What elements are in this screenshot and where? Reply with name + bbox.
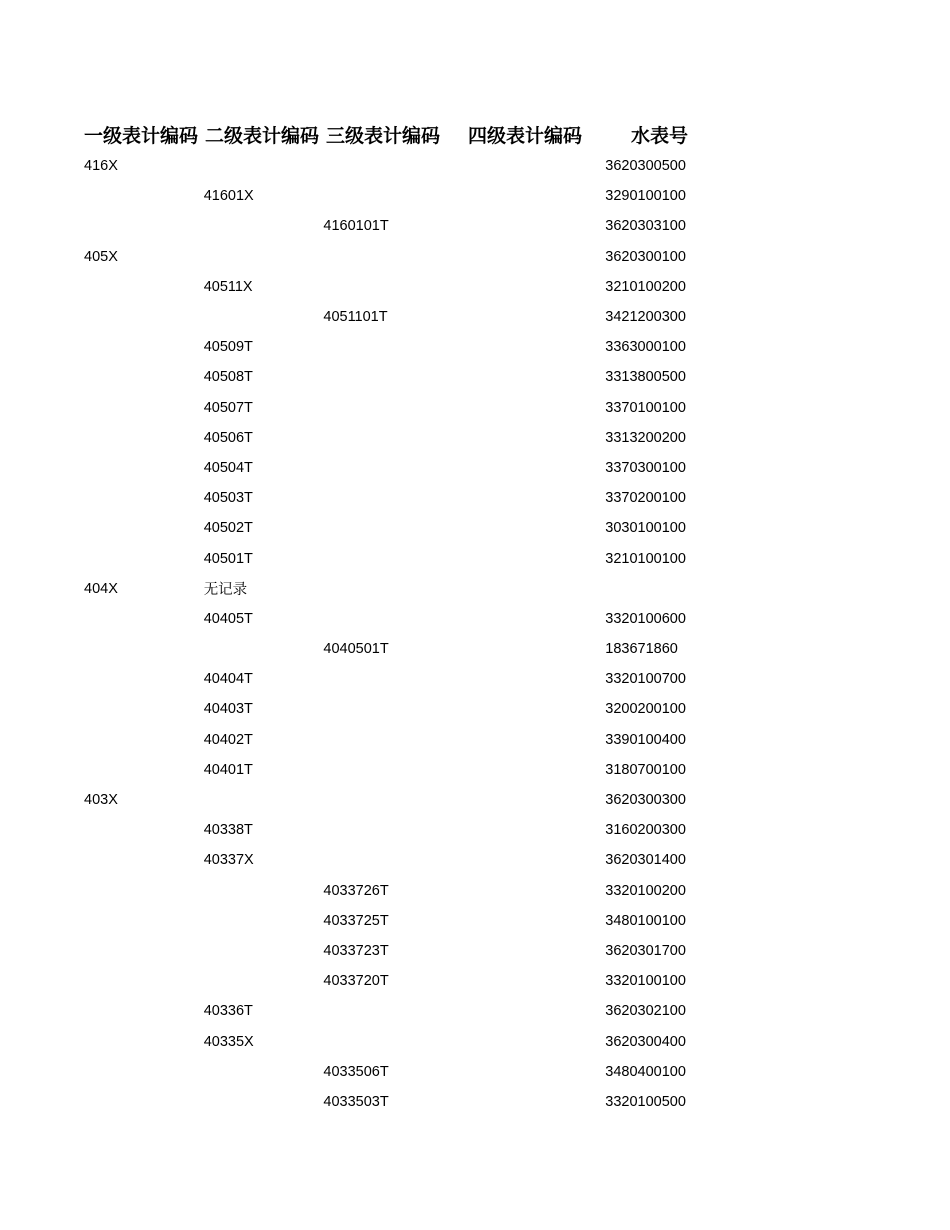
cell-level3-code: 4033725T xyxy=(323,912,389,929)
cell-meter-number: 3620303100 xyxy=(605,218,686,235)
table-row xyxy=(84,1087,724,1117)
cell-meter-number: 3480400100 xyxy=(605,1063,686,1080)
table-row xyxy=(84,302,724,332)
cell-meter-number: 183671860 xyxy=(605,641,678,658)
table-row xyxy=(84,574,724,604)
table-body xyxy=(84,151,724,1117)
cell-meter-number: 3620300100 xyxy=(605,248,686,265)
cell-meter-number: 3480100100 xyxy=(605,912,686,929)
cell-meter-number: 3363000100 xyxy=(605,339,686,356)
table-row xyxy=(84,876,724,906)
cell-meter-number: 3390100400 xyxy=(605,731,686,748)
table-row xyxy=(84,906,724,936)
cell-meter-number: 3320100200 xyxy=(605,882,686,899)
cell-meter-number: 3320100100 xyxy=(605,973,686,990)
cell-meter-number: 3313800500 xyxy=(605,369,686,386)
table-row xyxy=(84,694,724,724)
cell-level2-code: 40405T xyxy=(203,610,253,627)
cell-meter-number: 3620301700 xyxy=(605,942,686,959)
cell-meter-number: 3180700100 xyxy=(605,761,686,778)
cell-level2-code: 40503T xyxy=(203,490,253,507)
cell-meter-number: 3320100700 xyxy=(605,671,686,688)
cell-level2-code: 40336T xyxy=(203,1003,253,1020)
cell-level2-code: 无记录 xyxy=(203,582,248,599)
cell-level1-code: 405X xyxy=(84,248,118,265)
cell-level2-code: 40509T xyxy=(203,339,253,356)
table-header xyxy=(84,117,724,151)
cell-level3-code: 4033506T xyxy=(323,1063,389,1080)
cell-meter-number: 3030100100 xyxy=(605,520,686,537)
table-row xyxy=(84,543,724,573)
cell-level2-code: 40401T xyxy=(203,761,253,778)
table-row xyxy=(84,1026,724,1056)
cell-level3-code: 4033720T xyxy=(323,973,389,990)
header-level4-code: 四级表计编码 xyxy=(468,124,583,147)
table-row xyxy=(84,211,724,241)
table-row xyxy=(84,332,724,362)
table-row xyxy=(84,453,724,483)
cell-level3-code: 4033503T xyxy=(323,1093,389,1110)
table-row xyxy=(84,996,724,1026)
cell-level2-code: 40337X xyxy=(203,852,254,869)
table-row xyxy=(84,966,724,996)
cell-level2-code: 40507T xyxy=(203,399,253,416)
table-row xyxy=(84,423,724,453)
meter-code-table xyxy=(84,117,724,1117)
table-row xyxy=(84,151,724,181)
cell-meter-number: 3210100200 xyxy=(605,278,686,295)
cell-meter-number: 3620302100 xyxy=(605,1003,686,1020)
cell-meter-number: 3200200100 xyxy=(605,701,686,718)
table-row xyxy=(84,604,724,634)
table-row xyxy=(84,362,724,392)
cell-level2-code: 41601X xyxy=(203,188,254,205)
cell-meter-number: 3620301400 xyxy=(605,852,686,869)
cell-level3-code: 4051101T xyxy=(323,309,388,326)
cell-level1-code: 416X xyxy=(84,158,118,175)
table-row xyxy=(84,936,724,966)
cell-level2-code: 40506T xyxy=(203,429,253,446)
cell-meter-number: 3421200300 xyxy=(605,309,686,326)
cell-meter-number: 3370300100 xyxy=(605,459,686,476)
cell-level2-code: 40403T xyxy=(203,701,253,718)
cell-level2-code: 40402T xyxy=(203,731,253,748)
cell-level2-code: 40501T xyxy=(203,550,253,567)
cell-meter-number: 3320100500 xyxy=(605,1093,686,1110)
cell-level3-code: 4033726T xyxy=(323,882,389,899)
cell-level2-code: 40508T xyxy=(203,369,253,386)
cell-meter-number: 3290100100 xyxy=(605,188,686,205)
table-row xyxy=(84,242,724,272)
cell-level2-code: 40404T xyxy=(203,671,253,688)
cell-level3-code: 4160101T xyxy=(323,218,389,235)
cell-level3-code: 4033723T xyxy=(323,942,389,959)
cell-level3-code: 4040501T xyxy=(323,641,389,658)
cell-meter-number: 3620300300 xyxy=(605,792,686,809)
cell-level2-code: 40335X xyxy=(203,1033,254,1050)
cell-level2-code: 40338T xyxy=(203,822,253,839)
cell-level1-code: 403X xyxy=(84,792,118,809)
header-level1-code: 一级表计编码 xyxy=(84,124,199,147)
cell-level2-code: 40511X xyxy=(203,278,253,295)
table-row xyxy=(84,755,724,785)
cell-meter-number: 3313200200 xyxy=(605,429,686,446)
cell-level2-code: 40504T xyxy=(203,459,253,476)
cell-meter-number: 3320100600 xyxy=(605,610,686,627)
table-row xyxy=(84,272,724,302)
header-level2-code: 二级表计编码 xyxy=(205,124,320,147)
cell-level2-code: 40502T xyxy=(203,520,253,537)
table-row xyxy=(84,181,724,211)
cell-level1-code: 404X xyxy=(84,580,118,597)
table-row xyxy=(84,845,724,875)
cell-meter-number: 3620300400 xyxy=(605,1033,686,1050)
table-row xyxy=(84,785,724,815)
table-row xyxy=(84,634,724,664)
cell-meter-number: 3210100100 xyxy=(605,550,686,567)
cell-meter-number: 3370200100 xyxy=(605,490,686,507)
header-level3-code: 三级表计编码 xyxy=(326,124,441,147)
table-row xyxy=(84,1057,724,1087)
cell-meter-number: 3160200300 xyxy=(605,822,686,839)
table-row xyxy=(84,815,724,845)
table-row xyxy=(84,483,724,513)
table-row xyxy=(84,513,724,543)
cell-meter-number: 3370100100 xyxy=(605,399,686,416)
table-row xyxy=(84,725,724,755)
header-meter-number: 水表号 xyxy=(631,124,689,147)
table-row xyxy=(84,393,724,423)
table-row xyxy=(84,664,724,694)
cell-meter-number: 3620300500 xyxy=(605,158,686,175)
